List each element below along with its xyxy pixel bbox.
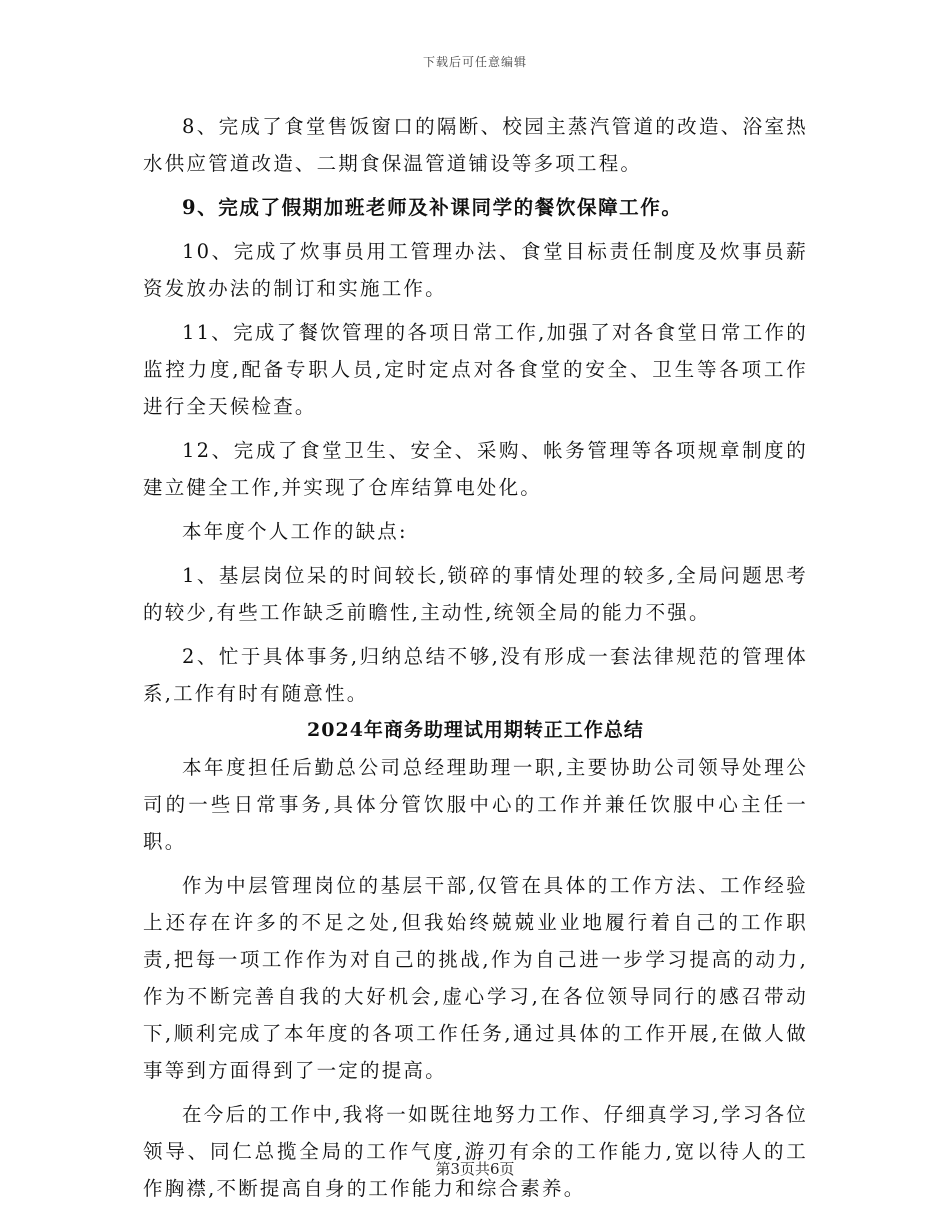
page-header: 下载后可任意编辑 bbox=[422, 55, 527, 69]
paragraph-item-11: 11、完成了餐饮管理的各项日常工作,加强了对各食堂日常工作的监控力度,配备专职人员,定时定点对各食堂的安全、卫生等各项工作进行全天候检查。 bbox=[143, 321, 808, 418]
shortcoming-item-1: 1、基层岗位呆的时间较长,锁碎的事情处理的较多,全局问题思考的较少,有些工作缺乏前瞻性,主动性,统领全局的能力不强。 bbox=[143, 564, 808, 624]
paragraph-item-9: 9、完成了假期加班老师及补课同学的餐饮保障工作。 bbox=[182, 196, 683, 219]
shortcomings-heading: 本年度个人工作的缺点: bbox=[182, 520, 408, 543]
document-body bbox=[143, 108, 808, 1207]
paragraph-item-12: 12、完成了食堂卫生、安全、采购、帐务管理等各项规章制度的建立健全工作,并实现了仓库结算电处化。 bbox=[143, 439, 808, 499]
section-title: 2024年商务助理试用期转正工作总结 bbox=[307, 719, 644, 741]
intro-paragraph: 本年度担任后勤总公司总经理助理一职,主要协助公司领导处理公司的一些日常事务,具体分管饮服中心的工作并兼任饮服中心主任一职。 bbox=[143, 756, 808, 853]
paragraph-item-10: 10、完成了炊事员用工管理办法、食堂目标责任制度及炊事员薪资发放办法的制订和实施工作。 bbox=[143, 240, 808, 300]
page-number: 第3页共6页 bbox=[435, 1160, 515, 1178]
paragraph-item-8: 8、完成了食堂售饭窗口的隔断、校园主蒸汽管道的改造、浴室热水供应管道改造、二期食保温管道铺设等多项工程。 bbox=[143, 115, 808, 175]
shortcoming-item-2: 2、忙于具体事务,归纳总结不够,没有形成一套法律规范的管理体系,工作有时有随意性。 bbox=[143, 645, 808, 705]
closing-paragraph: 在今后的工作中,我将一如既往地努力工作、仔细真学习,学习各位领导、同仁总揽全局的工作气度,游刃有余的工作能力,宽以待人的工作胸襟,不断提高自身的工作能力和综合素养。 bbox=[143, 1103, 808, 1200]
body-paragraph: 作为中层管理岗位的基层干部,仅管在具体的工作方法、工作经验上还存在许多的不足之处,但我始终兢兢业业地履行着自己的工作职责,把每一项工作作为对自己的挑战,作为自己进一步学习提高的动力,作为不断完善自我的大好机会,虚心学习,在各位领导同行的感召带动下,顺利完成了本年度的各项工作任务,通过具体的工作开展,在做人做事等到方面得到了一定的提高。 bbox=[143, 874, 808, 1082]
